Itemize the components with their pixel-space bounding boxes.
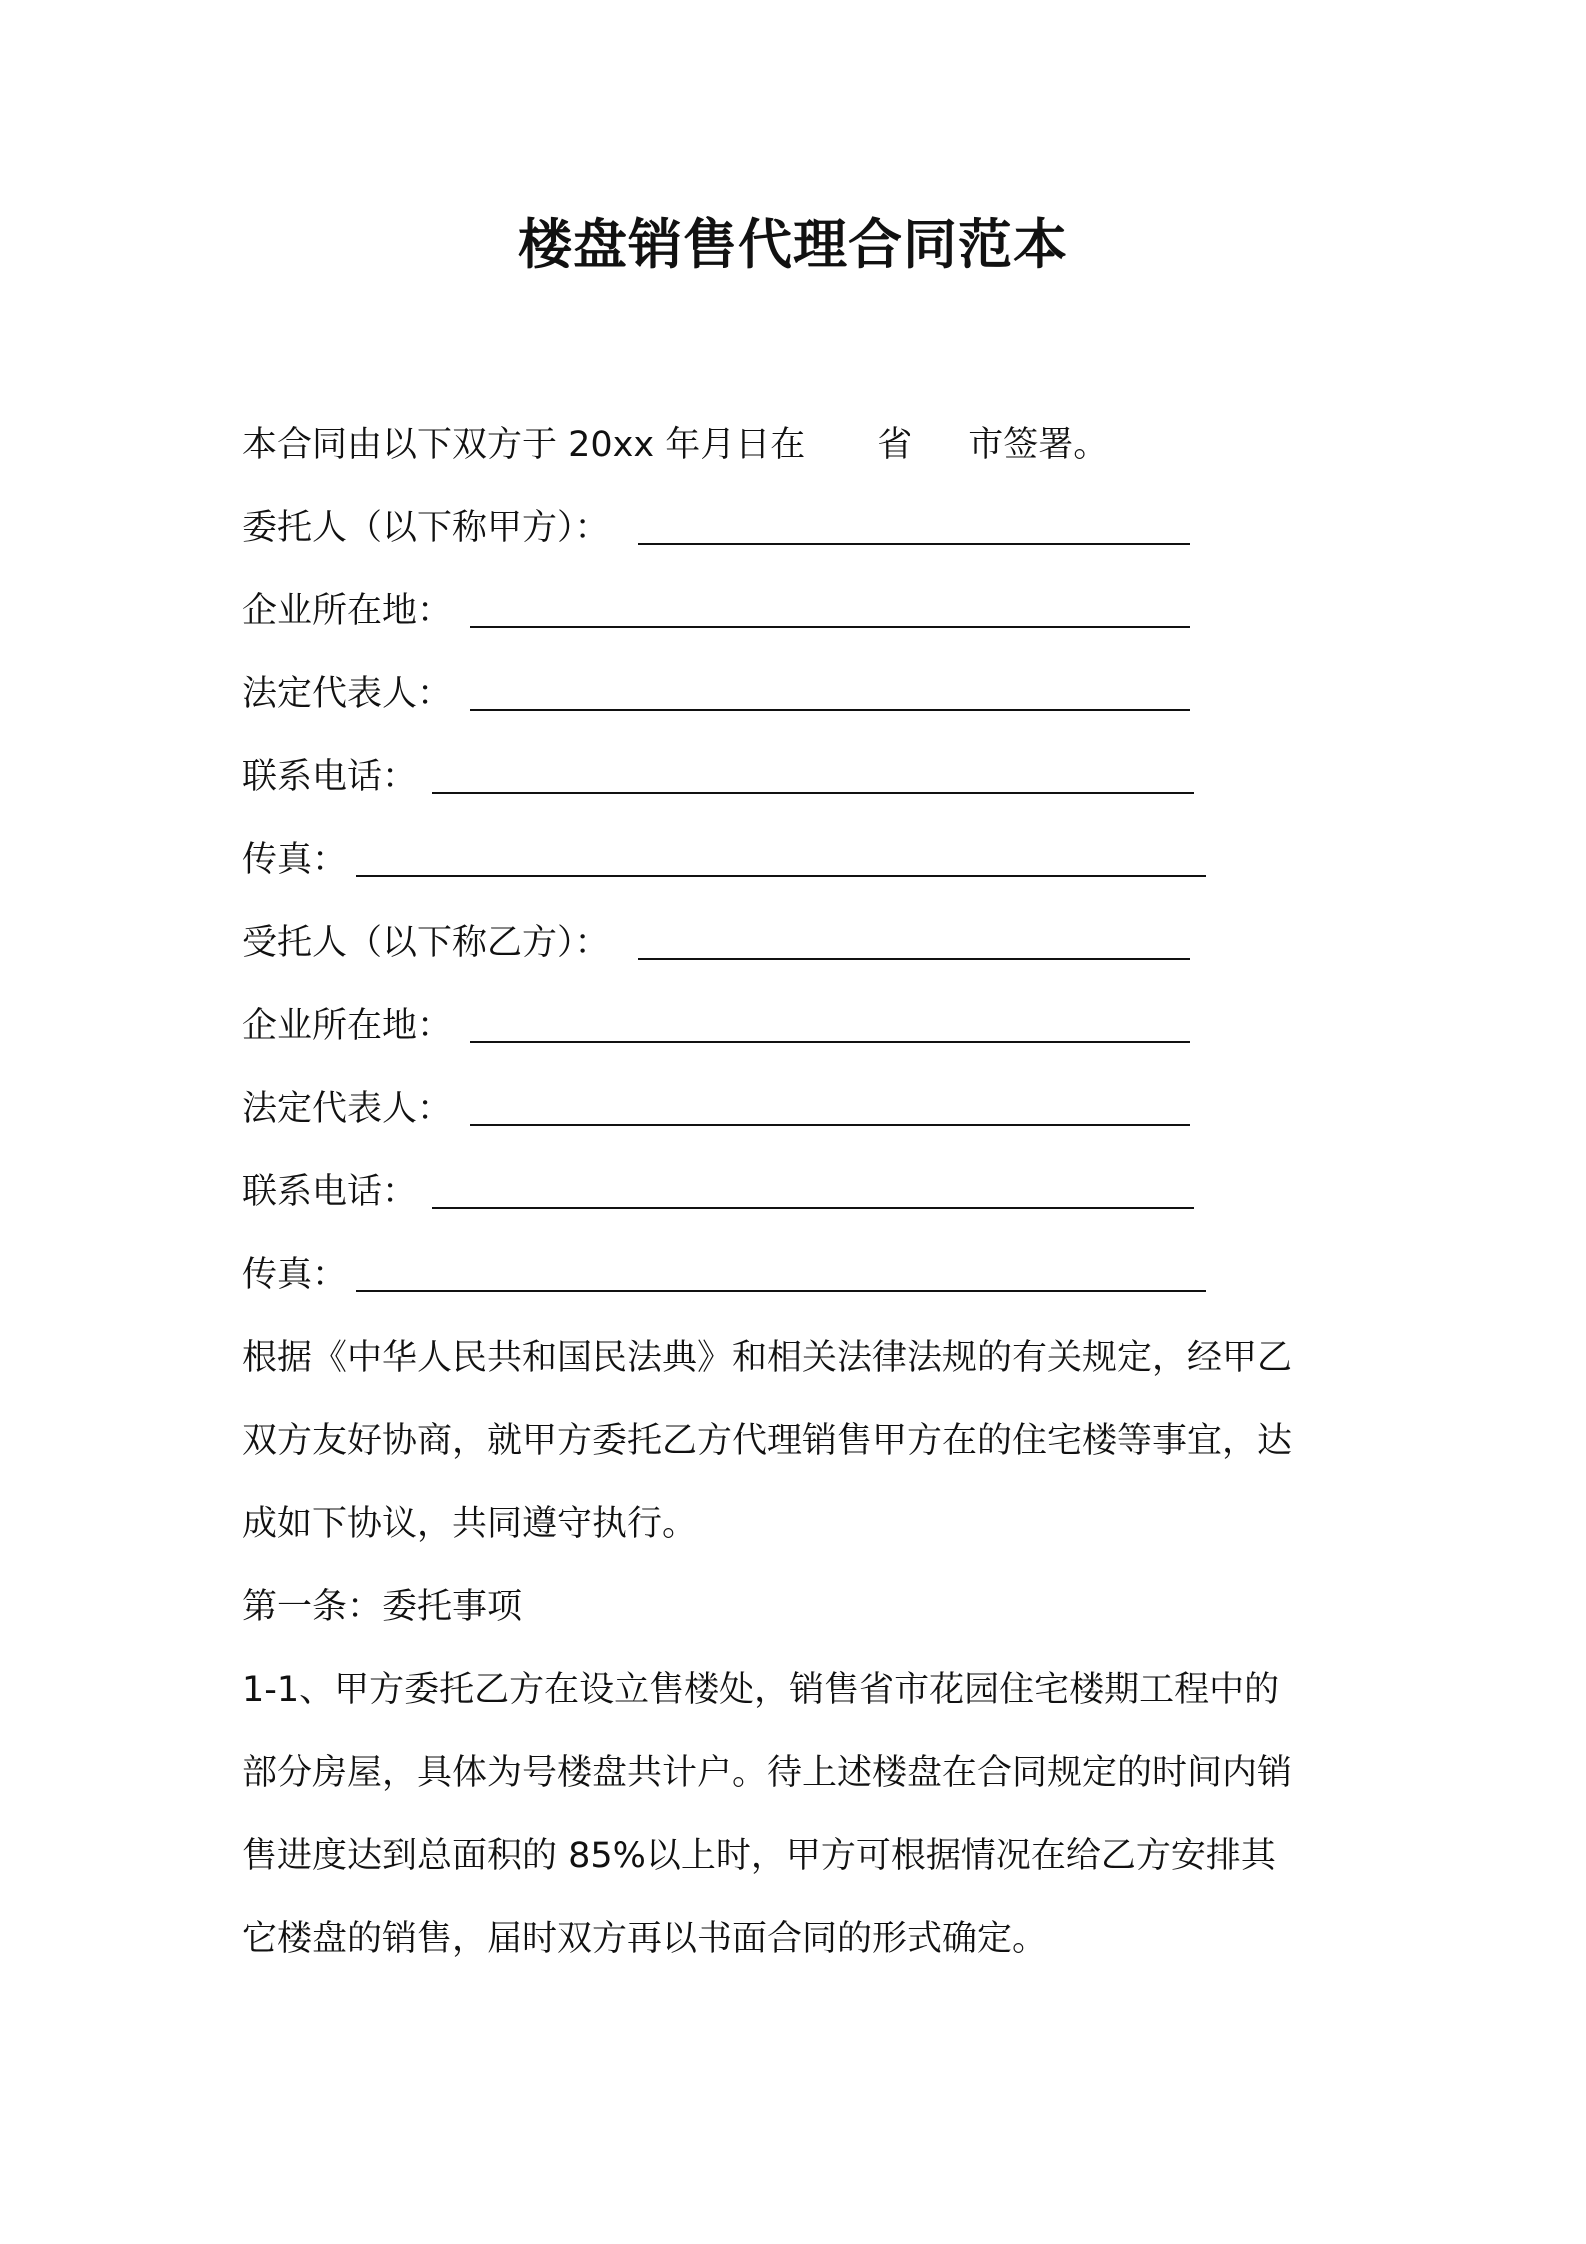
- party-a-phone-field: [242, 736, 1362, 819]
- party-b-phone-label: 联系电话：: [242, 1172, 418, 1212]
- article-1-line: 售进度达到总面积的 85%以上时，甲方可根据情况在给乙方安排其: [242, 1836, 1276, 1876]
- party-b-label: 受托人（以下称乙方）：: [242, 923, 610, 963]
- party-a-label: 委托人（以下称甲方）：: [242, 508, 610, 548]
- intro-line: [242, 404, 1362, 487]
- intro-text-date: 本合同由以下双方于 20xx 年月日在: [242, 425, 806, 465]
- party-a-name-field: [242, 487, 1362, 570]
- party-b-address-blank: [470, 1041, 1190, 1043]
- party-a-fax-label: 传真：: [242, 840, 348, 880]
- party-a-phone-label: 联系电话：: [242, 757, 418, 797]
- intro-text-city: 市签署。: [968, 425, 1109, 465]
- intro-text-province: 省: [877, 425, 913, 465]
- party-b-fax-label: 传真：: [242, 1255, 348, 1295]
- party-a-rep-field: [242, 653, 1362, 736]
- party-b-fax-field: [242, 1234, 1362, 1317]
- preamble-line: 成如下协议，共同遵守执行。: [242, 1504, 698, 1544]
- article-1-line: 部分房屋，具体为号楼盘共计户。待上述楼盘在合同规定的时间内销: [242, 1753, 1293, 1793]
- party-a-address-blank: [470, 626, 1190, 628]
- party-b-fax-blank: [356, 1290, 1206, 1292]
- party-a-fax-field: [242, 819, 1362, 902]
- party-a-rep-label: 法定代表人：: [242, 674, 453, 714]
- party-b-rep-blank: [470, 1124, 1190, 1126]
- party-a-phone-blank: [432, 792, 1194, 794]
- party-b-phone-blank: [432, 1207, 1194, 1209]
- article-1-line: 1-1、甲方委托乙方在设立售楼处，销售省市花园住宅楼期工程中的: [242, 1670, 1280, 1710]
- preamble-line: 双方友好协商，就甲方委托乙方代理销售甲方在的住宅楼等事宜，达: [242, 1421, 1293, 1461]
- preamble-line: 根据《中华人民共和国民法典》和相关法律法规的有关规定，经甲乙: [242, 1338, 1293, 1378]
- party-b-name-field: [242, 902, 1362, 985]
- article-1-heading: 第一条：委托事项: [242, 1587, 523, 1627]
- party-a-address-label: 企业所在地：: [242, 591, 453, 631]
- party-a-rep-blank: [470, 709, 1190, 711]
- party-b-address-label: 企业所在地：: [242, 1006, 453, 1046]
- party-b-name-blank: [638, 958, 1190, 960]
- party-a-name-blank: [638, 543, 1190, 545]
- party-a-address-field: [242, 570, 1362, 653]
- document-title: 楼盘销售代理合同范本: [518, 213, 1068, 276]
- party-a-fax-blank: [356, 875, 1206, 877]
- party-b-rep-field: [242, 1068, 1362, 1151]
- party-b-rep-label: 法定代表人：: [242, 1089, 453, 1129]
- document-body: [242, 404, 1362, 1981]
- party-b-address-field: [242, 985, 1362, 1068]
- party-b-phone-field: [242, 1151, 1362, 1234]
- article-1-line: 它楼盘的销售，届时双方再以书面合同的形式确定。: [242, 1919, 1048, 1959]
